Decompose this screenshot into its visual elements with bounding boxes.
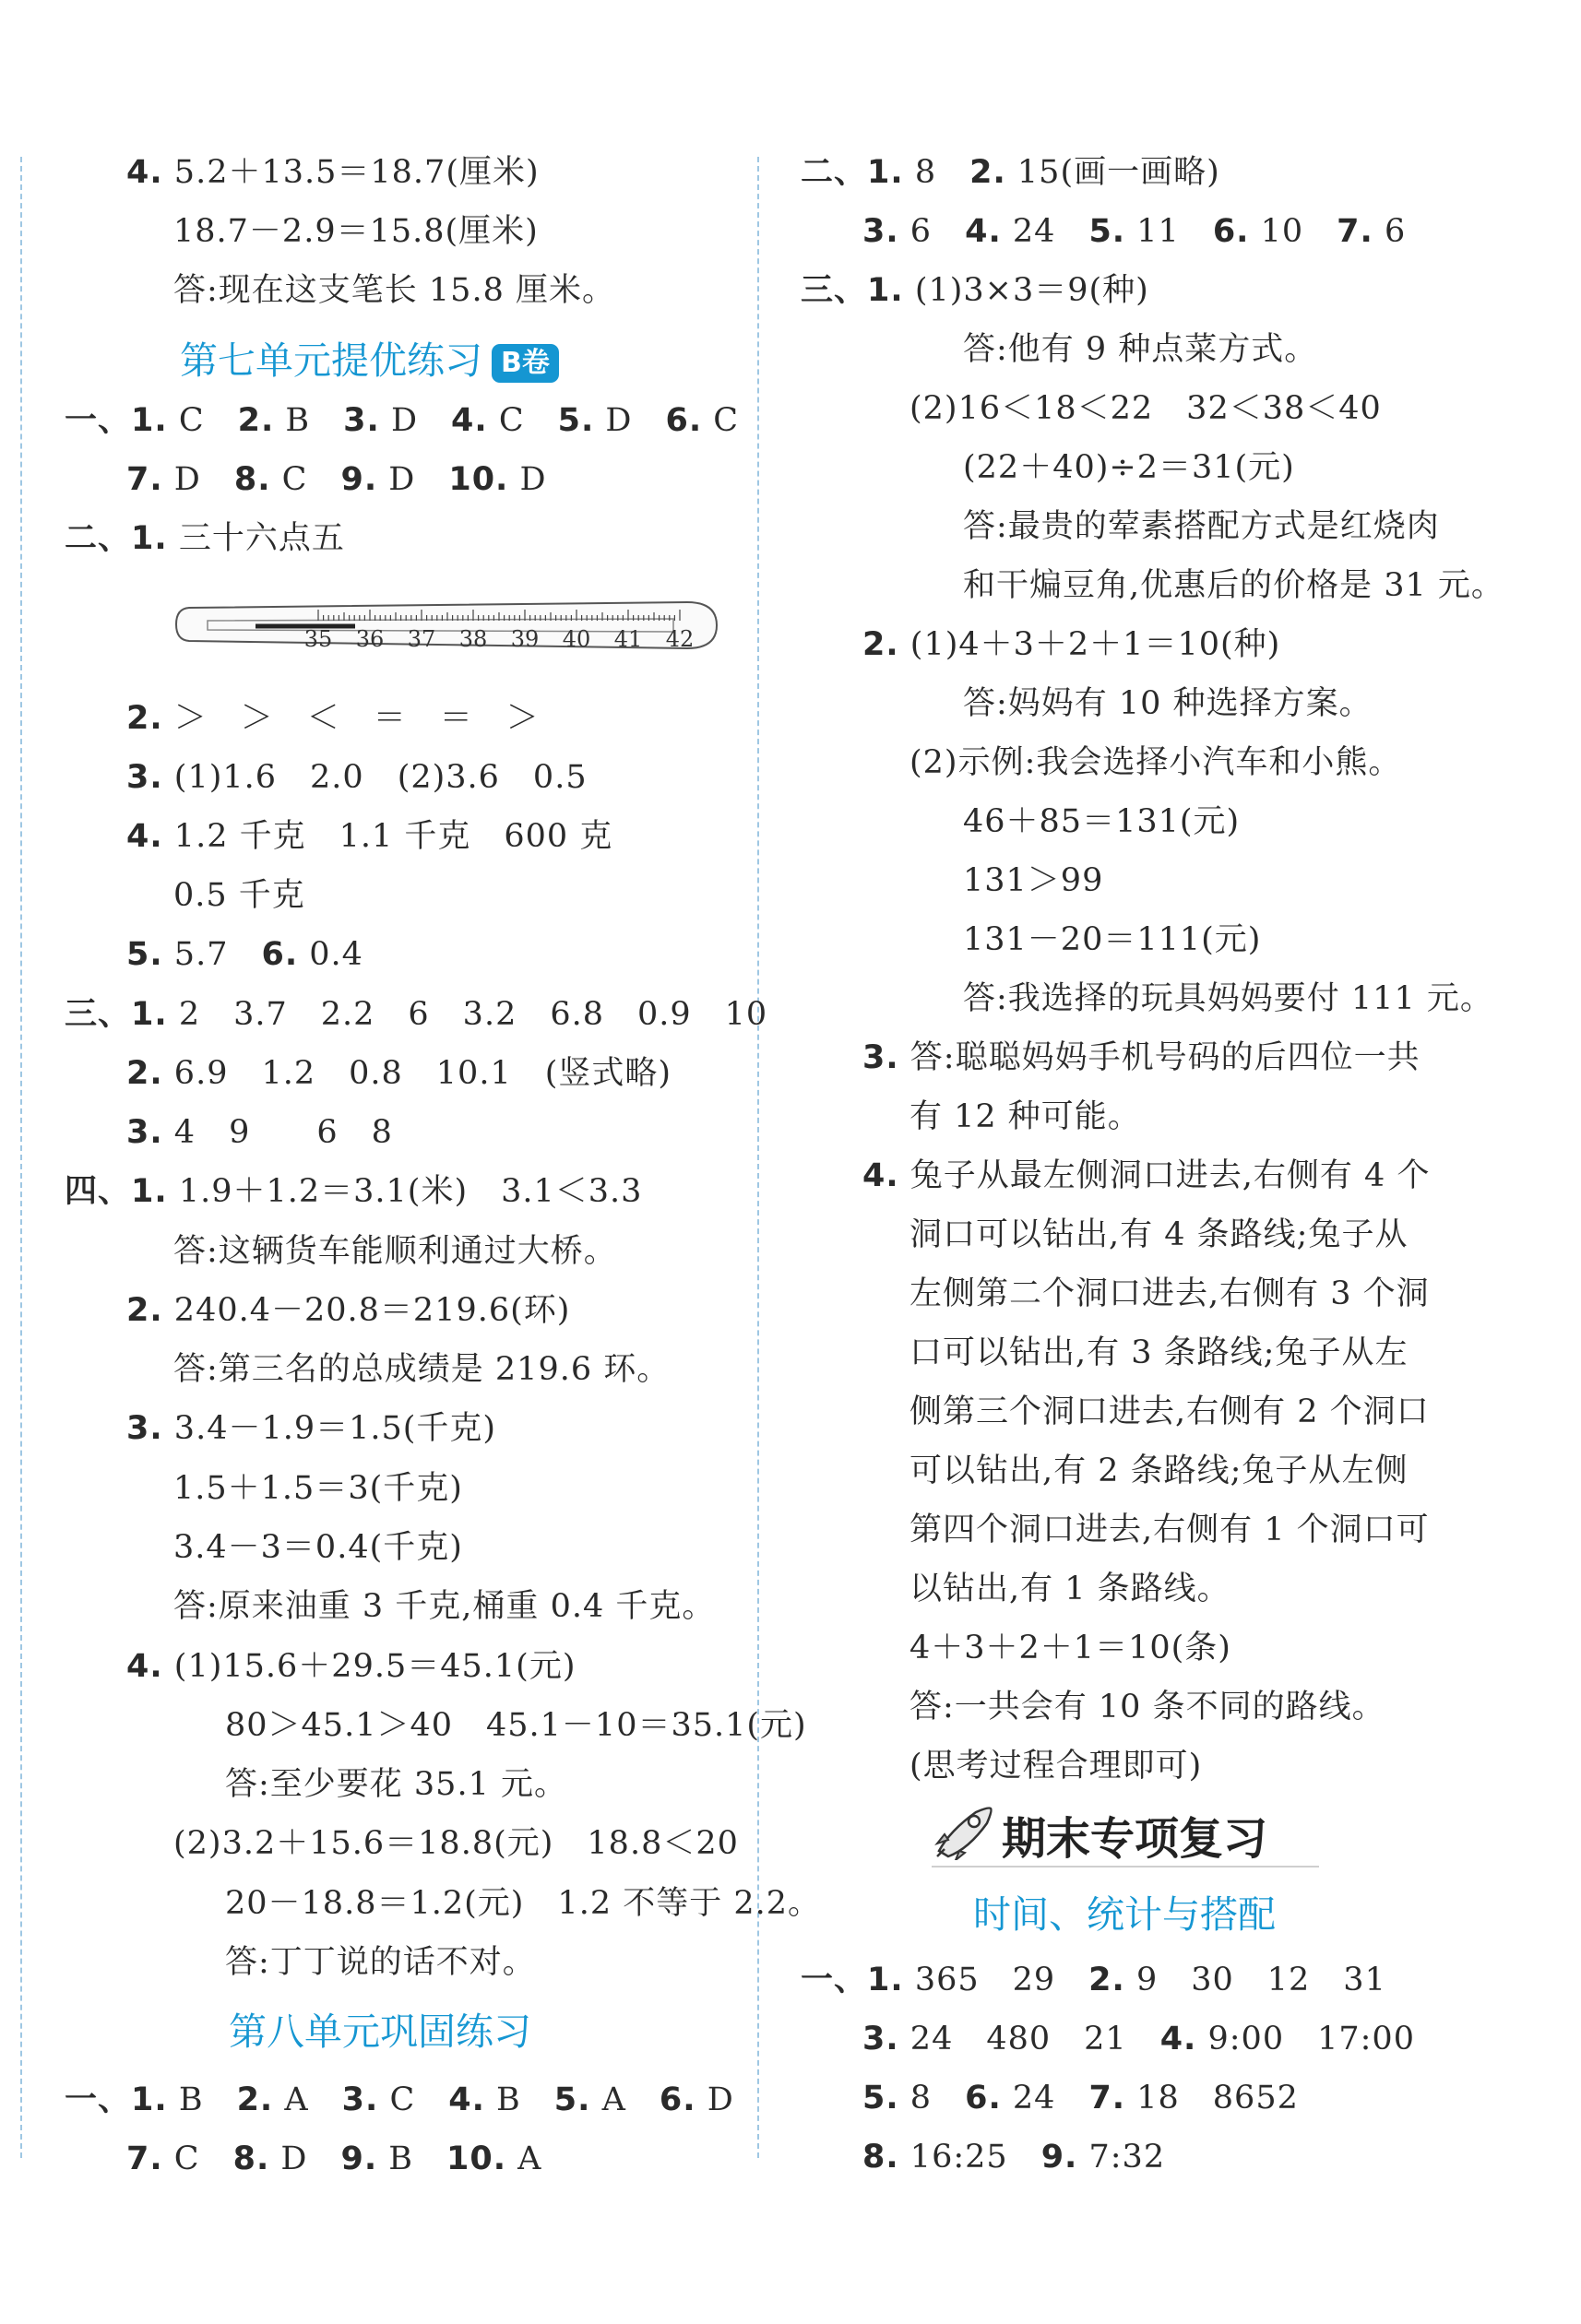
thermometer-tick-label: 41 [613, 626, 643, 652]
thermometer-tick-label: 36 [355, 626, 385, 652]
b-paper-badge: B卷 [492, 344, 559, 383]
answer-line: 5. 8 6. 24 7. 18 8652 [862, 2080, 1299, 2116]
answer-line: 2. 6.9 1.2 0.8 10.1 (竖式略) [126, 1055, 672, 1092]
answer-line: 口可以钻出,有 3 条路线;兔子从左 [909, 1334, 1409, 1371]
thermometer-tick-label: 42 [665, 626, 695, 652]
thermometer-tick-label: 40 [562, 626, 591, 652]
answer-line: 3. 4 9 6 8 [126, 1114, 393, 1151]
section-heading: 时间、统计与搭配 [973, 1892, 1276, 1937]
answer-line: 4. 5.2＋13.5＝18.7(厘米) [126, 154, 540, 191]
thermometer-tick-label: 38 [458, 626, 488, 652]
answer-line: 三、1. 2 3.7 2.2 6 3.2 6.8 0.9 10 [65, 996, 768, 1033]
answer-line: 答:原来油重 3 千克,桶重 0.4 千克。 [173, 1588, 716, 1625]
answer-line: 18.7－2.9＝15.8(厘米) [173, 213, 539, 250]
answer-line: 答:一共会有 10 条不同的路线。 [909, 1689, 1385, 1725]
answer-line: 洞口可以钻出,有 4 条路线;兔子从 [909, 1216, 1409, 1253]
answer-line: 以钻出,有 1 条路线。 [909, 1571, 1230, 1607]
thermometer-tick-label: 37 [407, 626, 436, 652]
answer-line: 答:第三名的总成绩是 219.6 环。 [173, 1351, 671, 1388]
answer-line: 一、1. C 2. B 3. D 4. C 5. D 6. C [65, 402, 740, 439]
answer-line: 2. 240.4－20.8＝219.6(环) [126, 1292, 571, 1329]
answer-line: (2)3.2＋15.6＝18.8(元) 18.8＜20 [173, 1825, 739, 1862]
answer-line: (2)示例:我会选择小汽车和小熊。 [909, 744, 1402, 781]
answer-line: 7. D 8. C 9. D 10. D [126, 461, 547, 498]
answer-line: 可以钻出,有 2 条路线;兔子从左侧 [909, 1452, 1409, 1489]
answer-line: 有 12 种可能。 [909, 1098, 1141, 1135]
answer-line: 2. (1)4＋3＋2＋1＝10(种) [862, 626, 1281, 663]
thermometer-tick-label: 35 [303, 626, 333, 652]
left-margin-divider [20, 157, 22, 2158]
answer-line: 3.4－3＝0.4(千克) [173, 1529, 463, 1566]
answer-line: 5. 5.7 6. 0.4 [126, 936, 363, 973]
answer-line: 四、1. 1.9＋1.2＝3.1(米) 3.1＜3.3 [65, 1173, 643, 1210]
answer-line: 答:他有 9 种点菜方式。 [963, 331, 1318, 368]
answer-line: 左侧第二个洞口进去,右侧有 3 个洞 [909, 1275, 1430, 1312]
answer-line: 1.5＋1.5＝3(千克) [173, 1470, 463, 1507]
answer-line: (2)16＜18＜22 32＜38＜40 [909, 390, 1382, 427]
answer-line: 二、1. 8 2. 15(画一画略) [801, 154, 1220, 191]
answer-line: 答:现在这支笔长 15.8 厘米。 [173, 272, 615, 309]
answer-line: 3. 24 480 21 4. 9:00 17:00 [862, 2021, 1415, 2057]
answer-line: 4. 兔子从最左侧洞口进去,右侧有 4 个 [862, 1157, 1431, 1194]
answer-line: 答:这辆货车能顺利通过大桥。 [173, 1233, 617, 1270]
answer-line: 46＋85＝131(元) [963, 803, 1241, 840]
answer-line: 侧第三个洞口进去,右侧有 2 个洞口 [909, 1393, 1430, 1430]
answer-line: 3. (1)1.6 2.0 (2)3.6 0.5 [126, 759, 588, 796]
answer-line: 二、1. 三十六点五 [65, 520, 345, 557]
answer-line: 3. 6 4. 24 5. 11 6. 10 7. 6 [862, 213, 1407, 250]
answer-line: 4. (1)15.6＋29.5＝45.1(元) [126, 1648, 577, 1685]
section-heading: 第八单元巩固练习 [229, 2010, 531, 2054]
heading-underline [932, 1866, 1319, 1868]
answer-line: 8. 16:25 9. 7:32 [862, 2139, 1166, 2176]
answer-line: 答:妈妈有 10 种选择方案。 [963, 685, 1373, 722]
answer-line: (思考过程合理即可) [909, 1748, 1203, 1784]
answer-line: (22＋40)÷2＝31(元) [963, 449, 1295, 486]
review-heading: 期末专项复习 [1002, 1813, 1268, 1865]
answer-line: 4＋3＋2＋1＝10(条) [909, 1630, 1231, 1666]
answer-line: 答:至少要花 35.1 元。 [225, 1766, 567, 1803]
answer-line: 131＞99 [963, 862, 1104, 899]
section-heading: 第七单元提优练习 B卷 [180, 330, 559, 385]
answer-line: 第四个洞口进去,右侧有 1 个洞口可 [909, 1512, 1430, 1548]
answer-line: 答:最贵的荤素搭配方式是红烧肉 [963, 508, 1440, 545]
answer-line: 答:丁丁说的话不对。 [225, 1944, 536, 1981]
answer-line: 20－18.8＝1.2(元) 1.2 不等于 2.2。 [225, 1885, 822, 1922]
answer-line: 一、1. 365 29 2. 9 30 12 31 [801, 1962, 1386, 1998]
answer-line: 一、1. B 2. A 3. C 4. B 5. A 6. D [65, 2081, 734, 2118]
answer-line: 4. 1.2 千克 1.1 千克 600 克 [126, 818, 613, 855]
answer-line: 80＞45.1＞40 45.1－10＝35.1(元) [225, 1707, 807, 1744]
answer-line: 3. 3.4－1.9＝1.5(千克) [126, 1410, 497, 1447]
answer-line: 7. C 8. D 9. B 10. A [126, 2140, 542, 2177]
answer-line: 131－20＝111(元) [963, 921, 1262, 958]
answer-line: 3. 答:聪聪妈妈手机号码的后四位一共 [862, 1039, 1421, 1076]
thermometer-tick-label: 39 [510, 626, 540, 652]
answer-line: 0.5 千克 [173, 877, 305, 914]
rocket-icon [932, 1803, 996, 1860]
thermometer-icon [171, 584, 719, 667]
answer-line: 答:我选择的玩具妈妈要付 111 元。 [963, 980, 1493, 1017]
answer-line: 三、1. (1)3×3＝9(种) [801, 272, 1149, 309]
center-divider [757, 157, 759, 2158]
answer-line: 和干煸豆角,优惠后的价格是 31 元。 [963, 567, 1504, 604]
answer-line: 2. ＞ ＞ ＜ ＝ ＝ ＞ [126, 700, 540, 737]
